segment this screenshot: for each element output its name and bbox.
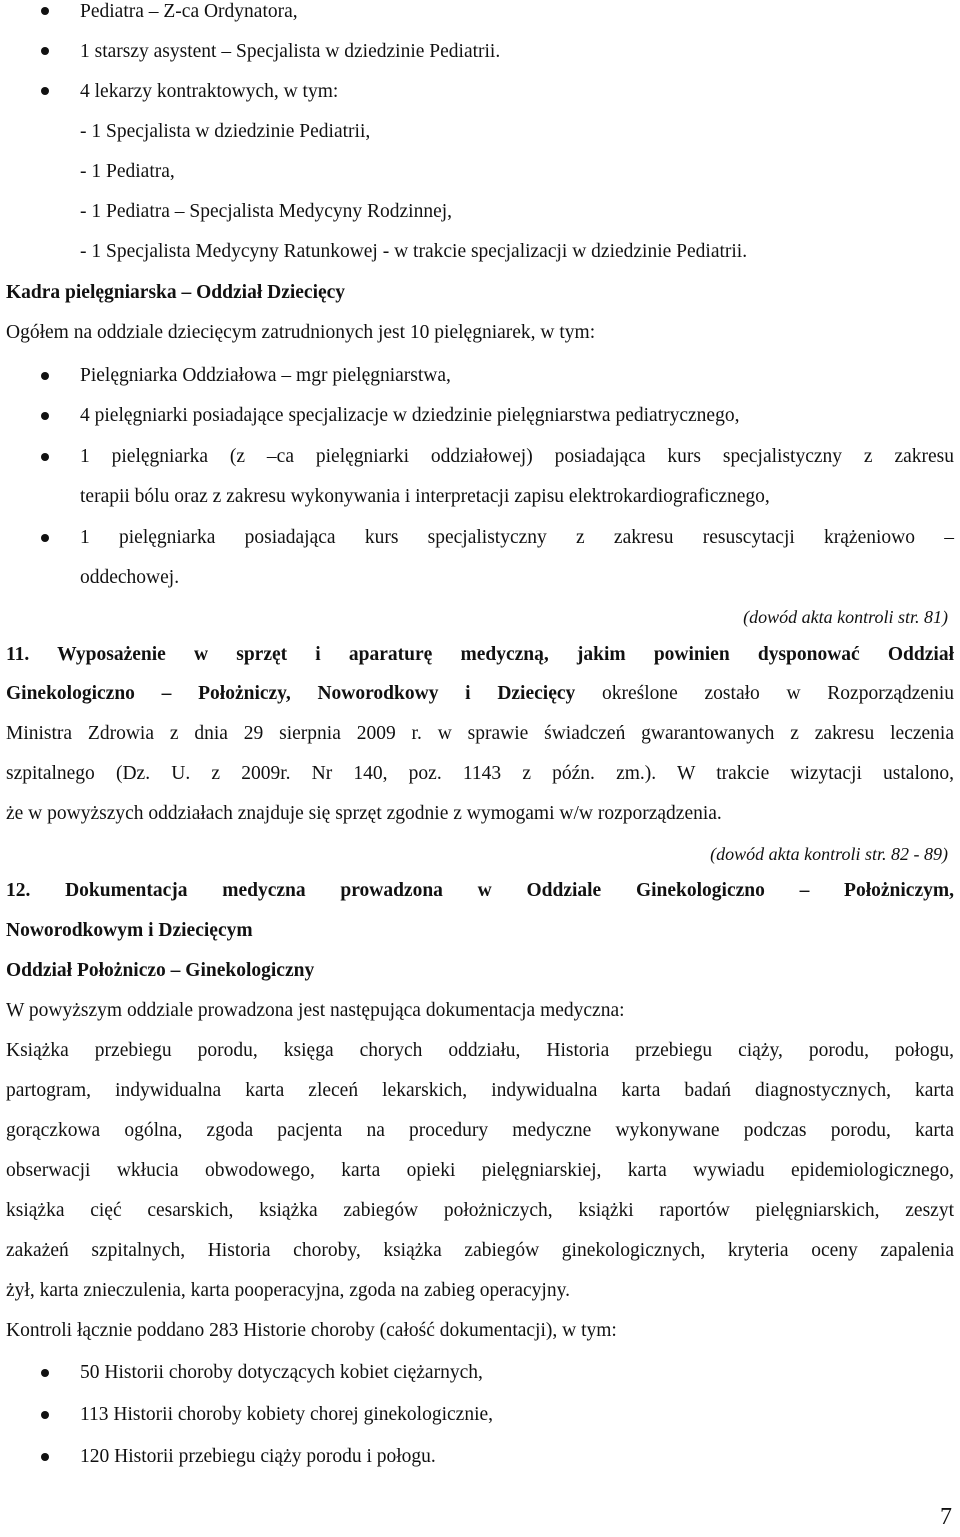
bullet-icon bbox=[41, 7, 49, 15]
list-item: 4 pielęgniarki posiadające specjalizacje w dziedzinie pielęgniarstwa pediatrycznego, bbox=[80, 405, 740, 426]
paragraph-line: Kontroli łącznie poddano 283 Historie choroby (całość dokumentacji), w tym: bbox=[6, 1320, 617, 1341]
bullet-icon bbox=[41, 1369, 49, 1377]
list-item: Pediatra – Z-ca Ordynatora, bbox=[80, 1, 298, 22]
bullet-icon bbox=[41, 1411, 49, 1419]
sub-list-item: - 1 Pediatra – Specjalista Medycyny Rodzinnej, bbox=[80, 201, 453, 222]
list-item: 1 pielęgniarka posiadająca kurs specjalistyczny z zakresu resuscytacji krążeniowo – bbox=[80, 527, 954, 548]
section-heading: 12. Dokumentacja medyczna prowadzona w Oddziale Ginekologiczno – Położniczym, bbox=[6, 880, 954, 901]
bullet-icon bbox=[41, 453, 49, 461]
paragraph-line: że w powyższych oddziałach znajduje się sprzęt zgodnie z wymogami w/w rozporządzenia. bbox=[6, 803, 722, 824]
list-item: 50 Historii choroby dotyczących kobiet ciężarnych, bbox=[80, 1362, 483, 1383]
bullet-icon bbox=[41, 47, 49, 55]
bullet-icon bbox=[41, 534, 49, 542]
paragraph-line: Książka przebiegu porodu, księga chorych oddziału, Historia przebiegu ciąży, porodu, połogu, bbox=[6, 1040, 954, 1061]
list-item: 1 pielęgniarka (z –ca pielęgniarki oddziałowej) posiadająca kurs specjalistyczny z zakresu bbox=[80, 446, 954, 467]
evidence-note: (dowód akta kontroli str. 81) bbox=[743, 607, 948, 627]
list-item: 113 Historii choroby kobiety chorej ginekologicznie, bbox=[80, 1404, 494, 1425]
paragraph-line: zakażeń szpitalnych, Historia choroby, książka zabiegów ginekologicznych, kryteria oceny zapalenia bbox=[6, 1240, 954, 1261]
sub-list-item: - 1 Pediatra, bbox=[80, 161, 175, 182]
paragraph-line: gorączkowa ogólna, zgoda pacjenta na procedury medyczne wykonywane podczas porodu, karta bbox=[6, 1120, 954, 1141]
sub-list-item: - 1 Specjalista Medycyny Ratunkowej - w trakcie specjalizacji w dziedzinie Pediatrii. bbox=[80, 241, 748, 262]
section-heading: 11. Wyposażenie w sprzęt i aparaturę medyczną, jakim powinien dysponować Oddział bbox=[6, 644, 954, 665]
section-heading-continuation: Noworodkowym i Dziecięcym bbox=[6, 920, 253, 941]
section-heading: Kadra pielęgniarska – Oddział Dziecięcy bbox=[6, 282, 346, 303]
sub-list-item: - 1 Specjalista w dziedzinie Pediatrii, bbox=[80, 121, 371, 142]
subheading: Oddział Położniczo – Ginekologiczny bbox=[6, 960, 315, 981]
paragraph-line: książka cięć cesarskich, książka zabiegów położniczych, książki raportów pielęgniarskich, zeszyt bbox=[6, 1200, 954, 1221]
evidence-note: (dowód akta kontroli str. 82 - 89) bbox=[710, 844, 948, 864]
paragraph-line: szpitalnego (Dz. U. z 2009r. Nr 140, poz. 1143 z późn. zm.). W trakcie wizytacji ustalono, bbox=[6, 763, 954, 784]
paragraph-line: Ministra Zdrowia z dnia 29 sierpnia 2009 r. w sprawie świadczeń gwarantowanych z zakresu leczenia bbox=[6, 723, 954, 744]
list-item: 120 Historii przebiegu ciąży porodu i połogu. bbox=[80, 1446, 436, 1467]
bullet-icon bbox=[41, 412, 49, 420]
bullet-icon bbox=[41, 372, 49, 380]
paragraph-line: Ogółem na oddziale dziecięcym zatrudnionych jest 10 pielęgniarek, w tym: bbox=[6, 322, 596, 343]
paragraph-line: obserwacji wkłucia obwodowego, karta opieki pielęgniarskiej, karta wywiadu epidemiologicznego, bbox=[6, 1160, 954, 1181]
list-item: 1 starszy asystent – Specjalista w dziedzinie Pediatrii. bbox=[80, 41, 501, 62]
page-number: 7 bbox=[940, 1504, 952, 1530]
bullet-icon bbox=[41, 87, 49, 95]
list-item-continuation: oddechowej. bbox=[80, 567, 180, 588]
section-heading-continuation: Ginekologiczno – Położniczy, Noworodkowy i Dziecięcy bbox=[6, 683, 576, 704]
paragraph-text: określone zostało w Rozporządzeniu bbox=[575, 683, 954, 704]
paragraph-line: żył, karta znieczulenia, karta pooperacyjna, zgoda na zabieg operacyjny. bbox=[6, 1280, 570, 1301]
paragraph-line: partogram, indywidualna karta zleceń lekarskich, indywidualna karta badań diagnostycznych, karta bbox=[6, 1080, 954, 1101]
list-item: Pielęgniarka Oddziałowa – mgr pielęgniarstwa, bbox=[80, 365, 451, 386]
bullet-icon bbox=[41, 1453, 49, 1461]
paragraph-line bbox=[6, 674, 954, 714]
list-item-continuation: terapii bólu oraz z zakresu wykonywania i interpretacji zapisu elektrokardiograficznego, bbox=[80, 486, 770, 507]
list-item: 4 lekarzy kontraktowych, w tym: bbox=[80, 81, 339, 102]
paragraph-line: W powyższym oddziale prowadzona jest następująca dokumentacja medyczna: bbox=[6, 1000, 625, 1021]
